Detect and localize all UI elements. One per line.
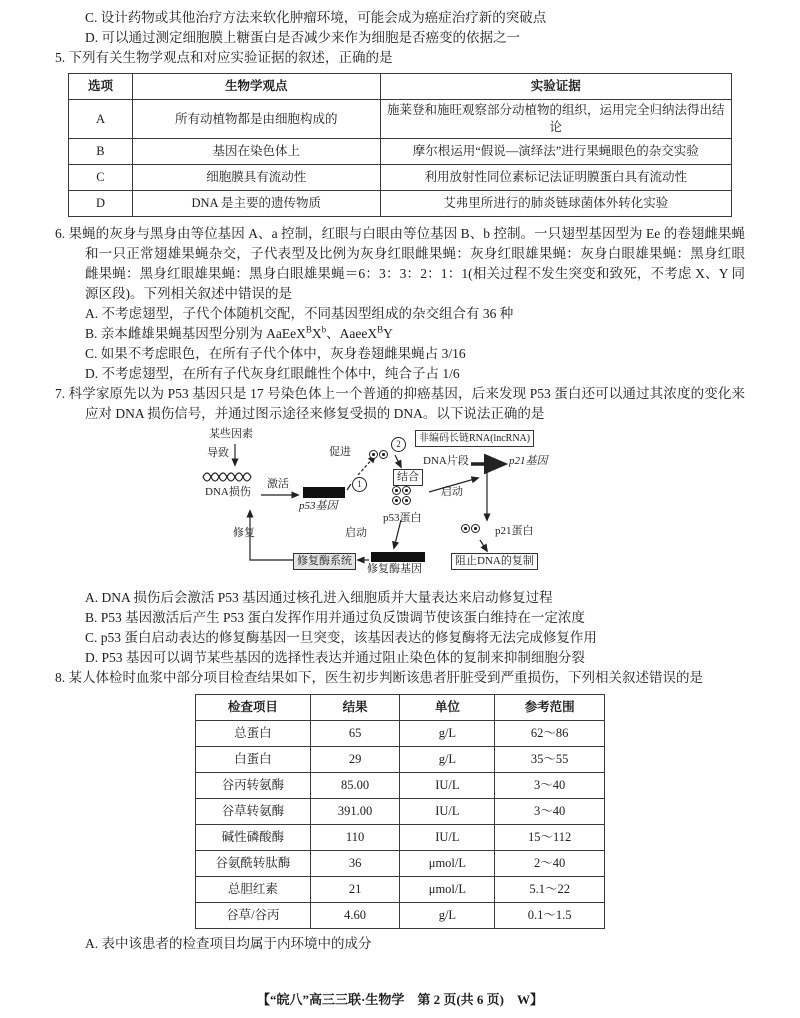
table-cell: D <box>69 191 133 217</box>
table-cell: C <box>69 165 133 191</box>
table-cell: 总胆红素 <box>196 877 311 903</box>
q5-col-viewpoint: 生物学观点 <box>132 74 380 100</box>
q6-option-c: C. 如果不考虑眼色，在所有子代个体中，灰身卷翅雌果蝇占 3/16 <box>85 346 466 361</box>
diagram-label-factors: 某些因素 <box>209 428 253 440</box>
table-row <box>196 877 605 903</box>
q7-option-b: B. P53 基因激活后产生 P53 蛋白发挥作用并通过负反馈调节使该蛋白维持在一定浓度 <box>85 610 585 625</box>
table-cell: 3～40 <box>495 799 605 825</box>
table-row <box>69 165 732 191</box>
repair-enzyme-gene-bar-icon <box>371 552 425 562</box>
table-cell: B <box>69 139 133 165</box>
protein-dot <box>471 524 480 533</box>
protein-dot <box>402 486 411 495</box>
table-cell: IU/L <box>400 773 495 799</box>
table-header-row <box>196 695 605 721</box>
table-cell: 0.1～1.5 <box>495 903 605 929</box>
table-cell: 35～55 <box>495 747 605 773</box>
diagram-label-dna-damage: DNA损伤 <box>205 486 251 498</box>
table-cell: 15～112 <box>495 825 605 851</box>
circled-number-2: 2 <box>391 437 406 452</box>
protein-dot <box>461 524 470 533</box>
p53-pathway-diagram <box>195 428 595 582</box>
table-cell: 白蛋白 <box>196 747 311 773</box>
table-cell: 85.00 <box>310 773 400 799</box>
table-cell: 基因在染色体上 <box>132 139 380 165</box>
table-cell: DNA 是主要的遗传物质 <box>132 191 380 217</box>
diagram-label-start-2: 启动 <box>345 527 367 539</box>
p53-gene-bar-icon <box>303 487 345 498</box>
table-cell: 21 <box>310 877 400 903</box>
q4-option-d: D. 可以通过测定细胞膜上糖蛋白是否减少来作为细胞是否癌变的依据之一 <box>85 30 520 45</box>
block-dna-replication-box: 阻止DNA的复制 <box>451 553 538 570</box>
protein-dot <box>392 496 401 505</box>
circled-number-1: 1 <box>352 477 367 492</box>
table-cell: 所有动植物都是由细胞构成的 <box>132 100 380 139</box>
table-row <box>196 903 605 929</box>
genotype-text: B. 亲本雌雄果蝇基因型分别为 AaEeX <box>85 326 306 341</box>
q5-col-evidence: 实验证据 <box>380 74 731 100</box>
genotype-sup: B <box>377 324 384 335</box>
table-row <box>69 191 732 217</box>
table-cell: 2～40 <box>495 851 605 877</box>
protein-dot <box>379 450 388 459</box>
bind-box: 结合 <box>393 469 423 486</box>
diagram-label-p53-protein: p53蛋白 <box>383 512 422 524</box>
table-cell: 65 <box>310 721 400 747</box>
lncrna-box: 非编码长链RNA(lncRNA) <box>415 430 534 447</box>
diagram-label-cause: 导致 <box>207 447 229 459</box>
table-cell: g/L <box>400 903 495 929</box>
table-cell: 62～86 <box>495 721 605 747</box>
diagram-label-p53-gene: p53基因 <box>299 500 338 512</box>
q8-col-result: 结果 <box>310 695 400 721</box>
genotype-sup: b <box>321 324 327 335</box>
genotype-text: X <box>311 326 322 341</box>
table-row <box>196 851 605 877</box>
table-cell: IU/L <box>400 799 495 825</box>
p53-protein-icon-cluster <box>392 486 416 505</box>
table-row <box>196 773 605 799</box>
table-cell: 391.00 <box>310 799 400 825</box>
protein-dot <box>392 486 401 495</box>
table-cell: μmol/L <box>400 851 495 877</box>
diagram-label-promote: 促进 <box>329 446 351 458</box>
table-cell: 谷草/谷丙 <box>196 903 311 929</box>
genotype-text: 、AaeeX <box>326 326 378 341</box>
repair-enzyme-system-box: 修复酶系统 <box>293 553 356 570</box>
q8-stem: 8. 某人体检时血浆中部分项目检查结果如下，医生初步判断该患者肝脏受到严重损伤，下列相关叙述错误的是 <box>55 670 703 685</box>
page-footer: 【“皖八”高三三联·生物学 第 2 页(共 6 页) W】 <box>257 992 543 1007</box>
table-cell: μmol/L <box>400 877 495 903</box>
table-row <box>196 825 605 851</box>
q6-option-a: A. 不考虑翅型，子代个体随机交配，不同基因型组成的杂交组合有 36 种 <box>85 306 514 321</box>
q6-option-d: D. 不考虑翅型，在所有子代灰身红眼雌性个体中，纯合子占 1/6 <box>85 366 460 381</box>
genotype-sup: B <box>305 324 312 335</box>
table-cell: 5.1～22 <box>495 877 605 903</box>
table-cell: g/L <box>400 747 495 773</box>
table-cell: 110 <box>310 825 400 851</box>
table-header-row <box>69 74 732 100</box>
table-row <box>69 100 732 139</box>
table-cell: 利用放射性同位素标记法证明膜蛋白具有流动性 <box>380 165 731 191</box>
table-cell: 谷草转氨酶 <box>196 799 311 825</box>
p21-protein-icon-cluster <box>461 524 485 533</box>
diagram-label-dna-fragment: DNA片段 <box>423 455 469 467</box>
q8-col-range: 参考范围 <box>495 695 605 721</box>
q7-option-c: C. p53 蛋白启动表达的修复酶基因一旦突变，该基因表达的修复酶将无法完成修复作用 <box>85 630 597 645</box>
q8-col-item: 检查项目 <box>196 695 311 721</box>
q5-stem: 5. 下列有关生物学观点和对应实验证据的叙述，正确的是 <box>55 50 393 65</box>
q8-table <box>195 694 605 929</box>
q4-option-c: C. 设计药物或其他治疗方法来软化肿瘤环境，可能会成为癌症治疗新的突破点 <box>85 10 547 25</box>
q6-stem: 6. 果蝇的灰身与黑身由等位基因 A、a 控制，红眼与白眼由等位基因 B、b 控制。一只翅型基因型为 Ee 的卷翅雌果蝇和一只正常翅雄果蝇杂交，子代表型及比例为灰身红眼雌果蝇：灰身红眼雄果蝇：灰身白眼雄果蝇：黑身红眼雌果蝇：黑身红眼雄果蝇：黑身白眼雄果蝇＝6：3：3：2：1：1(相关过程不发生突变和致死，不考虑 X、Y 同源区段)。下列相关叙述中错误的是 <box>55 226 745 301</box>
q7-option-d: D. P53 基因可以调节某些基因的选择性表达并通过阻止染色体的复制来抑制细胞分裂 <box>85 650 585 665</box>
diagram-label-p21-gene: p21基因 <box>509 455 548 467</box>
table-cell: 4.60 <box>310 903 400 929</box>
table-cell: 36 <box>310 851 400 877</box>
q6-option-b <box>55 324 745 344</box>
table-cell: 谷氨酰转肽酶 <box>196 851 311 877</box>
q8-col-unit: 单位 <box>400 695 495 721</box>
q7-option-a: A. DNA 损伤后会激活 P53 基因通过核孔进入细胞质并大量表达来启动修复过程 <box>85 590 553 605</box>
table-cell: 施莱登和施旺观察部分动植物的组织，运用完全归纳法得出结论 <box>380 100 731 139</box>
dna-helix-icon <box>201 469 259 485</box>
protein-dot <box>369 450 378 459</box>
table-cell: 艾弗里所进行的肺炎链球菌体外转化实验 <box>380 191 731 217</box>
diagram-label-repair: 修复 <box>233 527 255 539</box>
table-cell: 碱性磷酸酶 <box>196 825 311 851</box>
diagram-label-p21-protein: p21蛋白 <box>495 525 534 537</box>
diagram-label-repair-enzyme-gene: 修复酶基因 <box>367 563 422 575</box>
table-cell: 3～40 <box>495 773 605 799</box>
table-row <box>196 799 605 825</box>
q8-option-a: A. 表中该患者的检查项目均属于内环境中的成分 <box>85 936 372 951</box>
table-cell: 细胞膜具有流动性 <box>132 165 380 191</box>
table-cell: 29 <box>310 747 400 773</box>
q7-stem: 7. 科学家原先以为 P53 基因只是 17 号染色体上一个普通的抑癌基因，后来发现 P53 蛋白还可以通过其浓度的变化来应对 DNA 损伤信号，并通过图示途径来修复受损的 DNA。以下说法正确的是 <box>55 386 745 421</box>
table-row <box>196 747 605 773</box>
table-cell: 摩尔根运用“假说—演绎法”进行果蝇眼色的杂交实验 <box>380 139 731 165</box>
q5-table <box>68 73 732 217</box>
protein-dot <box>402 496 411 505</box>
table-cell: IU/L <box>400 825 495 851</box>
diagram-label-activate: 激活 <box>267 478 289 490</box>
diagram-label-start-1: 启动 <box>441 486 463 498</box>
table-cell: g/L <box>400 721 495 747</box>
table-row <box>69 139 732 165</box>
table-cell: A <box>69 100 133 139</box>
protein-icon-cluster <box>369 450 393 459</box>
table-cell: 总蛋白 <box>196 721 311 747</box>
genotype-text: Y <box>383 326 393 341</box>
q5-col-option: 选项 <box>69 74 133 100</box>
table-row <box>196 721 605 747</box>
table-cell: 谷丙转氨酶 <box>196 773 311 799</box>
